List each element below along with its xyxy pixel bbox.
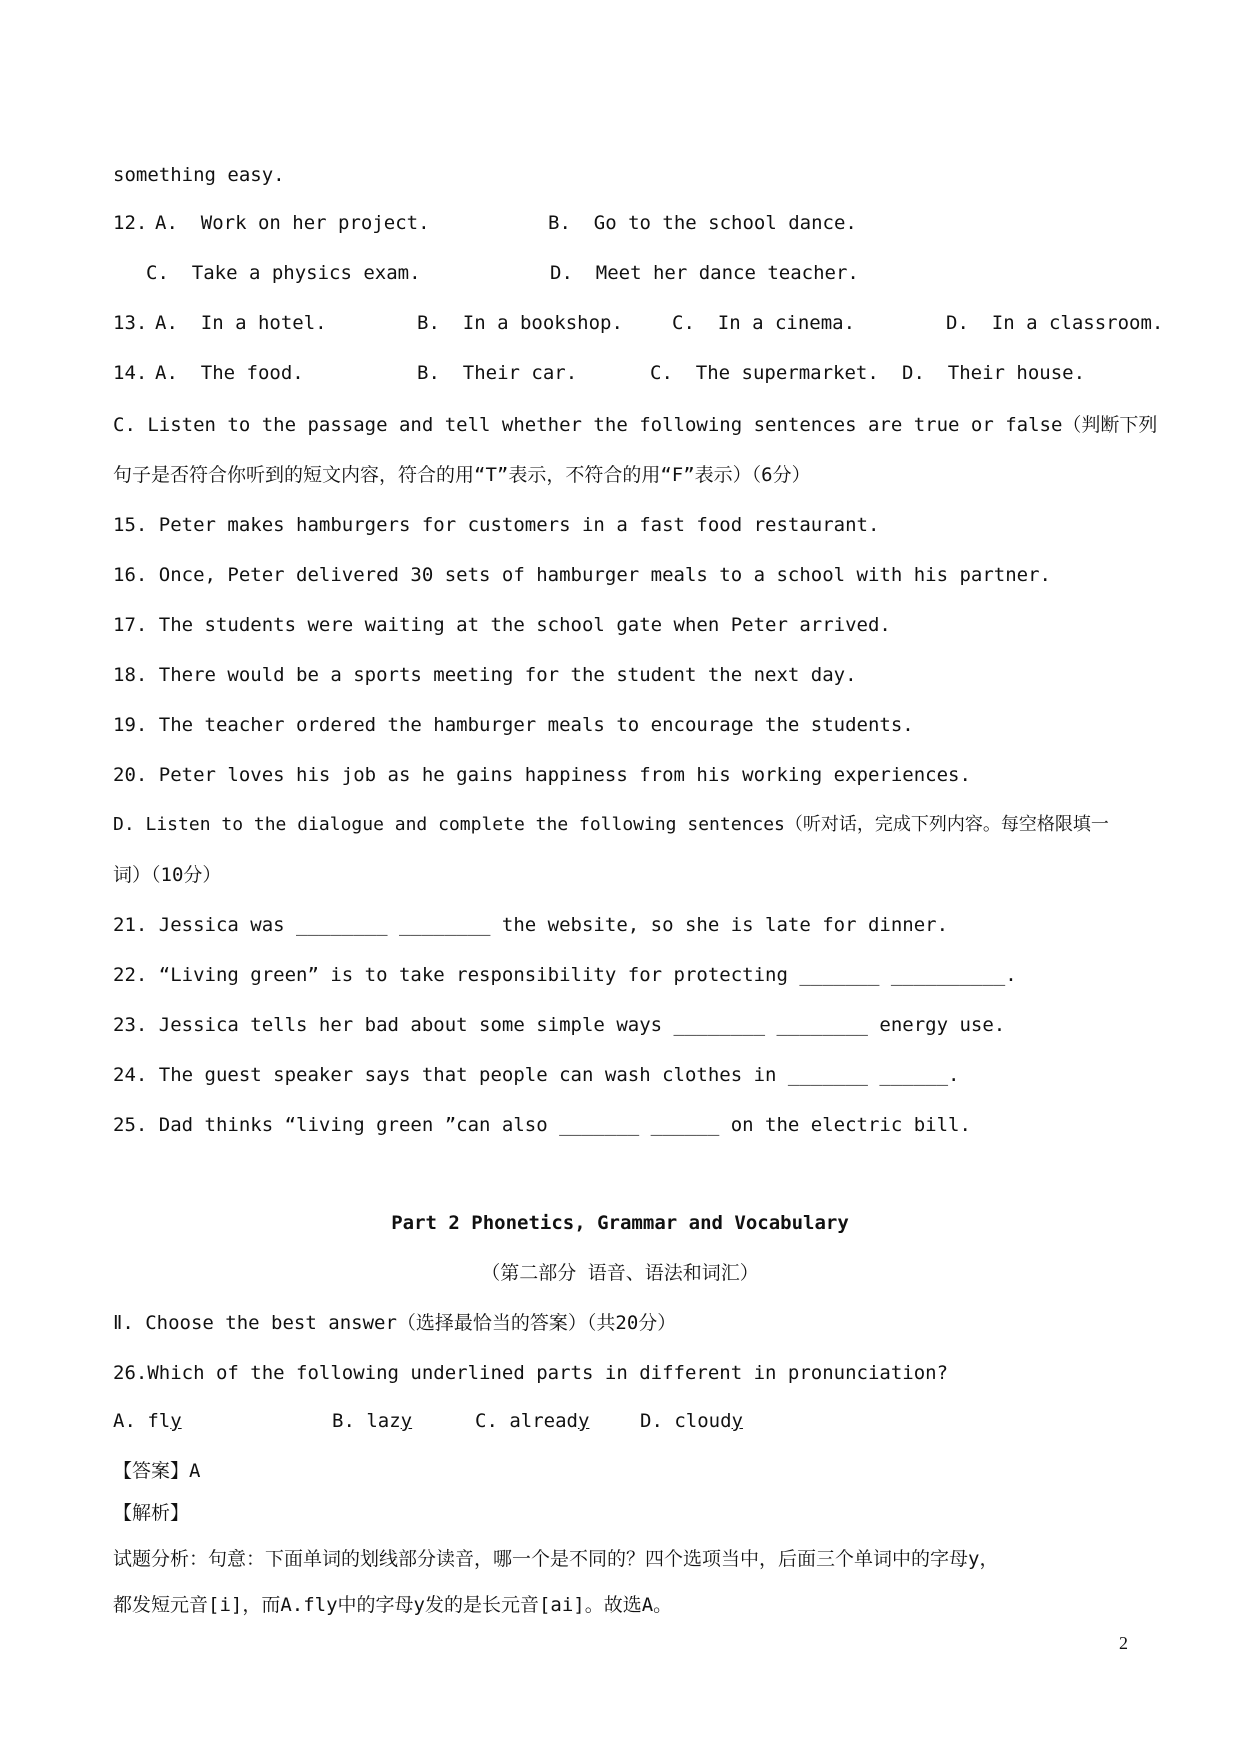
option-a: A. In a hotel. <box>155 312 327 334</box>
option-d: D. cloudy <box>640 1410 743 1432</box>
option-b: B. lazy <box>332 1410 413 1432</box>
part-2-subtitle: （第二部分 语音、语法和词汇） <box>481 1262 759 1284</box>
option-c: C. Take a physics exam. <box>146 262 421 284</box>
question-22: 22. “Living green” is to take responsibility for protecting _______ __________. <box>113 964 1017 986</box>
option-c: C. already <box>475 1410 590 1432</box>
question-number: 13. <box>113 312 148 334</box>
question-25: 25. Dad thinks “living green ”can also _______ ______ on the electric bill. <box>113 1114 971 1136</box>
question-18: 18. There would be a sports meeting for the student the next day. <box>113 664 857 686</box>
option-a: A. fly <box>113 1410 182 1432</box>
question-21: 21. Jessica was ________ ________ the website, so she is late for dinner. <box>113 914 949 936</box>
question-15: 15. Peter makes hamburgers for customers in a fast food restaurant. <box>113 514 880 536</box>
option-c: C. In a cinema. <box>672 312 856 334</box>
option-c: C. The supermarket. <box>650 362 879 384</box>
question-number: 12. <box>113 212 148 234</box>
page-number: 2 <box>1119 1633 1128 1653</box>
question-19: 19. The teacher ordered the hamburger meals to encourage the students. <box>113 714 914 736</box>
section-d-instruction-1: D. Listen to the dialogue and complete the following sentences（听对话，完成下列内容。每空格限填一 <box>113 814 1109 835</box>
question-23: 23. Jessica tells her bad about some simple ways ________ ________ energy use. <box>113 1014 1006 1036</box>
option-b: B. In a bookshop. <box>417 312 623 334</box>
option-a: A. The food. <box>155 362 304 384</box>
analysis-line-2: 都发短元音[i]，而A.fly中的字母y发的是长元音[ai]。故选A。 <box>113 1594 673 1616</box>
analysis-line-1: 试题分析：句意：下面单词的划线部分读音，哪一个是不同的？四个选项当中，后面三个单词中的字母y， <box>113 1548 999 1570</box>
section-c-instruction-1: C. Listen to the passage and tell whether the following sentences are true or false（判断下列 <box>113 414 1158 436</box>
section-d-instruction-2: 词）（10分） <box>113 864 222 886</box>
option-a: A. Work on her project. <box>155 212 430 234</box>
part-2-title: Part 2 Phonetics, Grammar and Vocabulary <box>391 1212 849 1234</box>
question-26: 26.Which of the following underlined parts in different in pronunciation? <box>113 1362 949 1384</box>
option-d: D. Their house. <box>902 362 1086 384</box>
question-number: 14. <box>113 362 148 384</box>
analysis-label: 【解析】 <box>113 1502 190 1524</box>
question-16: 16. Once, Peter delivered 30 sets of hamburger meals to a school with his partner. <box>113 564 1051 586</box>
question-17: 17. The students were waiting at the school gate when Peter arrived. <box>113 614 891 636</box>
section-2-heading: Ⅱ. Choose the best answer（选择最恰当的答案）（共20分） <box>113 1312 677 1334</box>
answer-label: 【答案】A <box>113 1460 201 1482</box>
question-24: 24. The guest speaker says that people can wash clothes in _______ ______. <box>113 1064 960 1086</box>
section-c-instruction-2: 句子是否符合你听到的短文内容，符合的用“T”表示，不符合的用“F”表示）（6分） <box>113 464 811 486</box>
line-something-easy: something easy. <box>113 164 285 186</box>
option-d: D. Meet her dance teacher. <box>550 262 859 284</box>
option-b: B. Their car. <box>417 362 578 384</box>
option-d: D. In a classroom. <box>946 312 1164 334</box>
question-20: 20. Peter loves his job as he gains happiness from his working experiences. <box>113 764 971 786</box>
option-b: B. Go to the school dance. <box>548 212 857 234</box>
